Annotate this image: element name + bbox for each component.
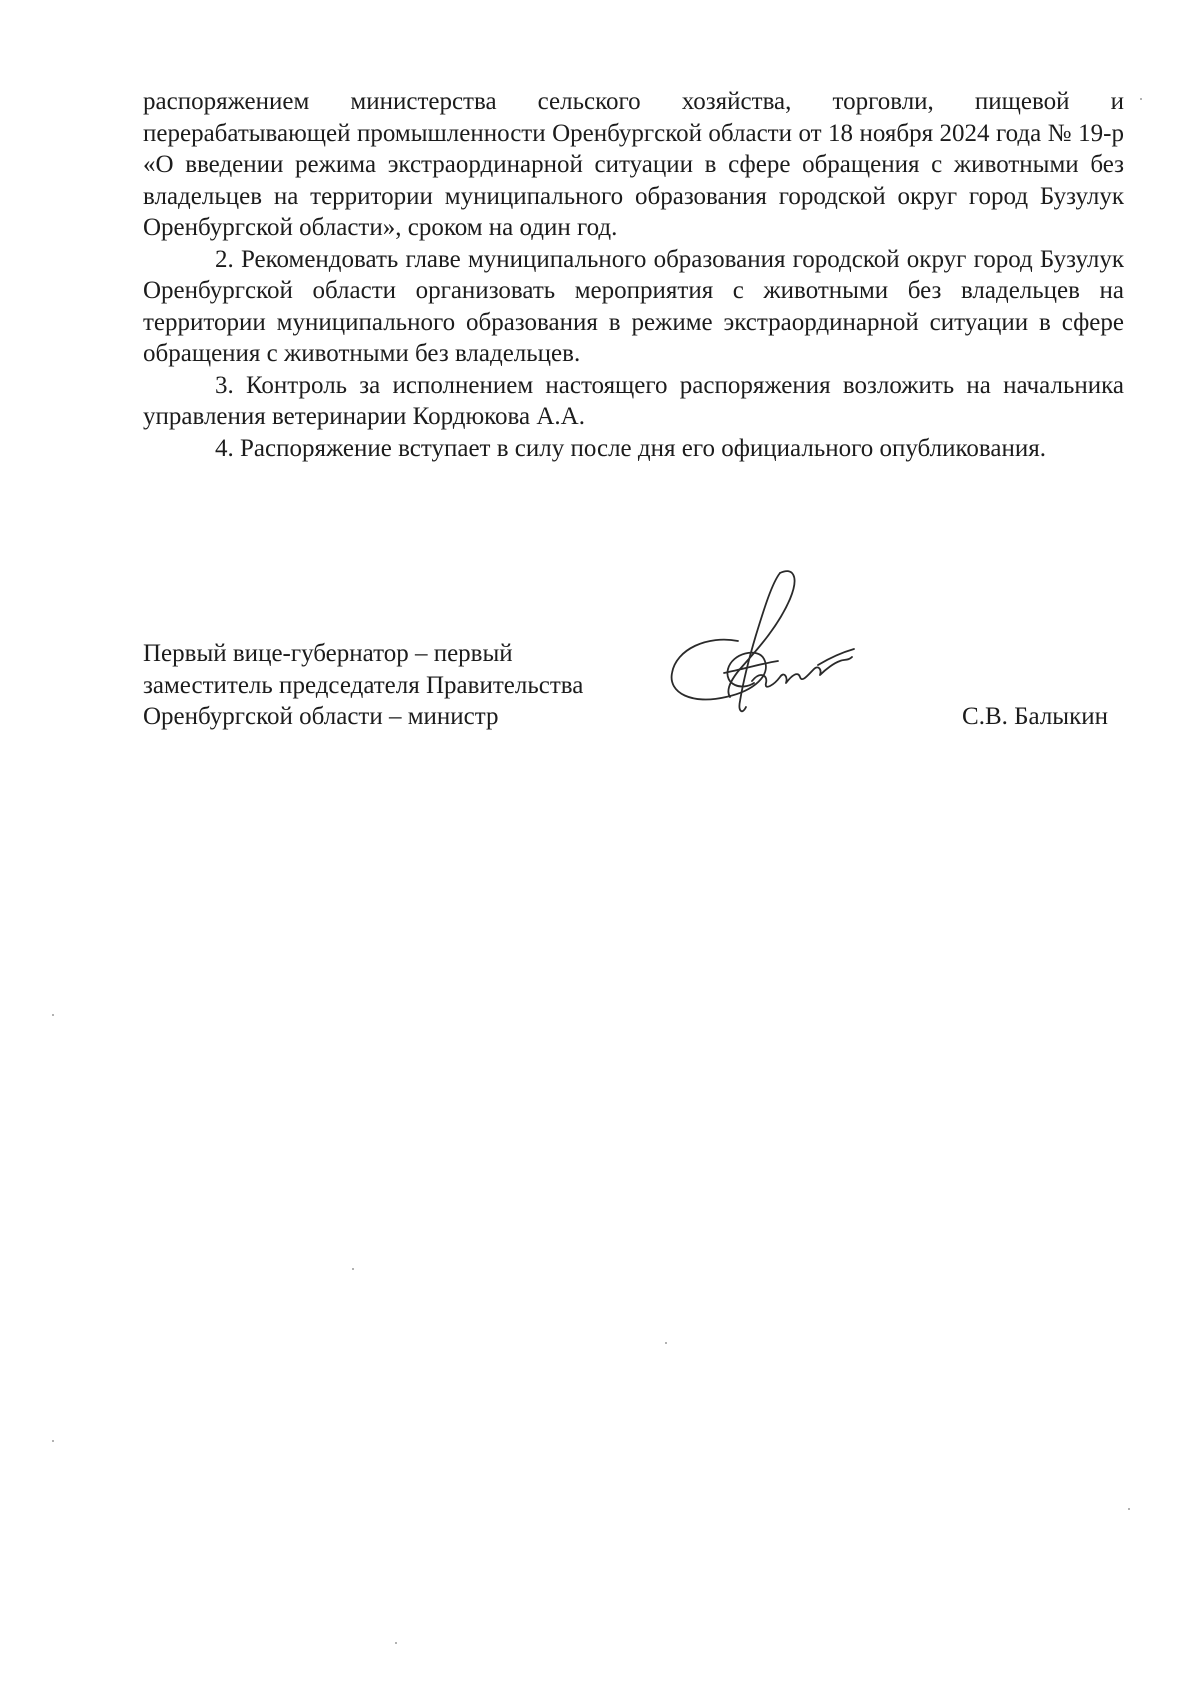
scan-speck [665, 1342, 667, 1344]
scan-speck [52, 1440, 54, 1442]
signature-block [143, 638, 1124, 748]
signer-title-line: Первый вице-губернатор – первый [143, 640, 513, 667]
scan-speck [1128, 1508, 1130, 1510]
scan-speck [1140, 98, 1142, 100]
handwritten-signature [668, 565, 858, 720]
signer-name: С.В. Балыкин [962, 703, 1108, 730]
paragraph-item-4: 4. Распоряжение вступает в силу после дня его официального опубликования. [215, 434, 1046, 462]
signer-title-line: заместитель председателя Правительства [143, 671, 584, 699]
scan-speck [395, 1642, 397, 1644]
scan-speck [52, 1014, 54, 1016]
paragraph-item-3: 3. Контроль за исполнением настоящего распоряжения возложить на начальника управления ветеринарии Кордюкова А.А. [143, 371, 1124, 430]
scan-speck [352, 1268, 354, 1270]
paragraph-continuation: распоряжением министерства сельского хозяйства, торговли, пищевой и перерабатывающей промышленности Оренбургской области от 18 ноября 2024 года № 19-р «О введении режима экстраординарной ситуации в сфере обращения с животными без владельцев на территории муниципального образования городской округ город Бузулук Оренбургской области», сроком на один год. [143, 88, 1124, 241]
paragraph-item-2: 2. Рекомендовать главе муниципального образования городской округ город Бузулук Оренбургской области организовать мероприятия с животными без владельцев на территории муниципального образования в режиме экстраординарной ситуации в сфере обращения с животными без владельцев. [143, 245, 1124, 367]
signer-title-line: Оренбургской области – министр [143, 703, 499, 730]
signer-title [143, 638, 663, 733]
document-body [143, 86, 1124, 464]
